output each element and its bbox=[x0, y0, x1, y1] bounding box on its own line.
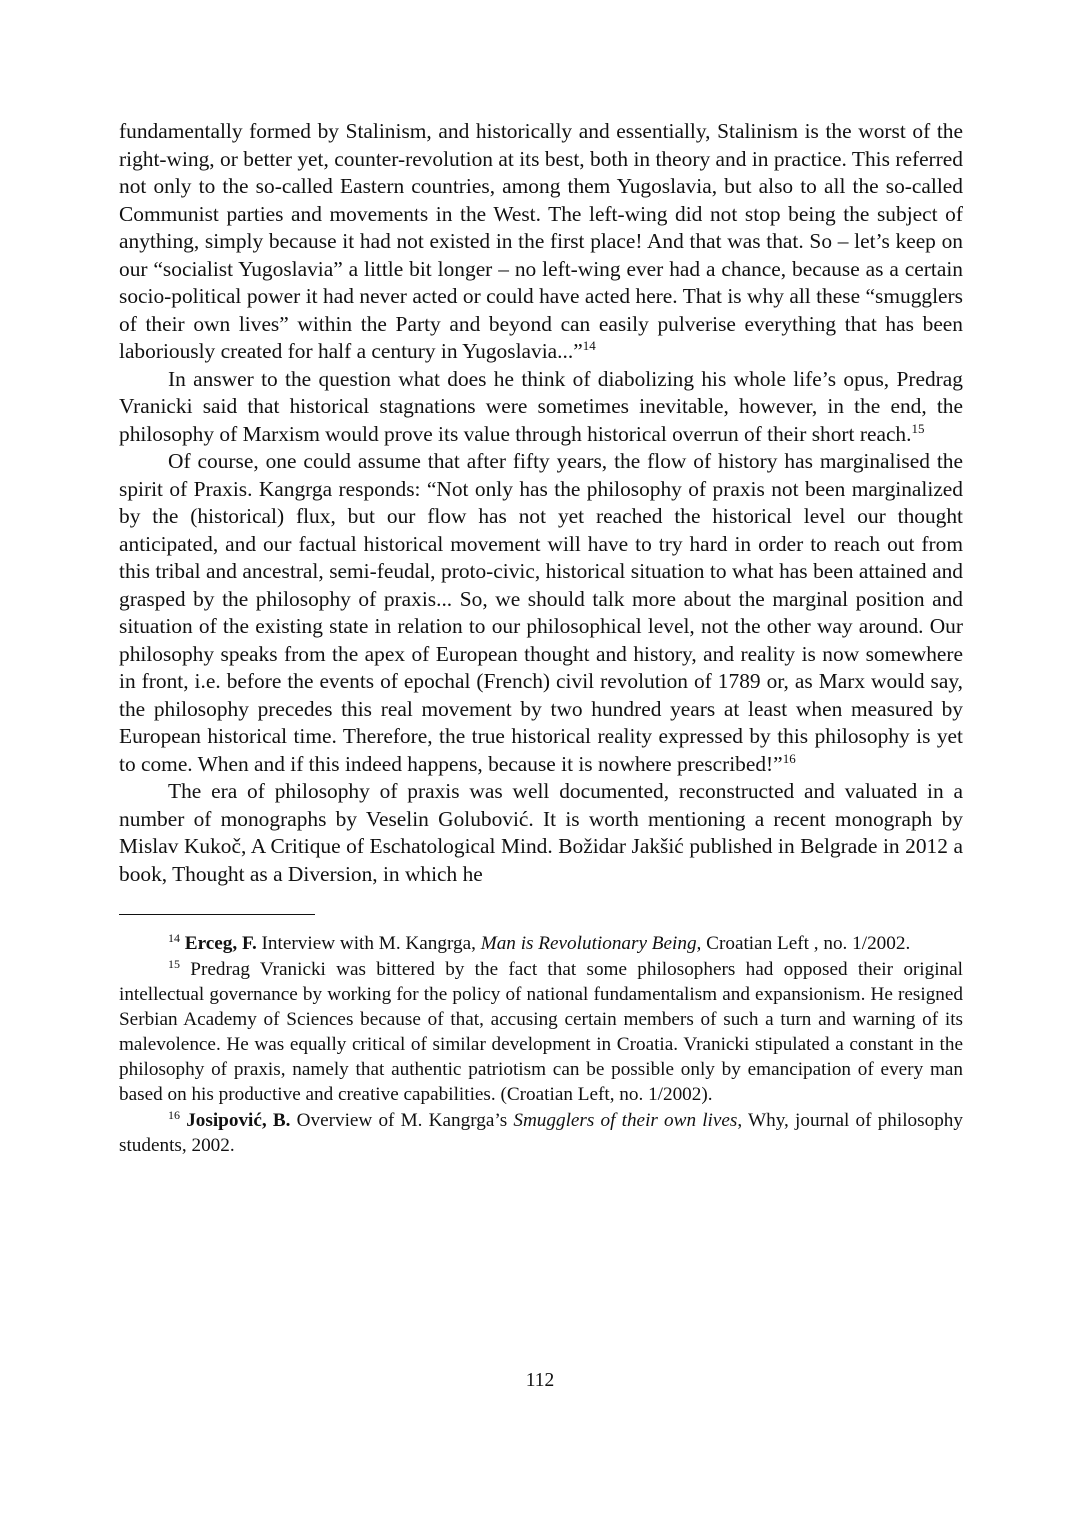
page-number: 112 bbox=[525, 1370, 555, 1391]
paragraph-2-text: In answer to the question what does he think of diabolizing his whole life’s opus, Predrag Vranicki said that historical stagnations were sometimes inevitable, however, in the end, the philosophy of Marxism would prove its value through historical overrun of their short reach. bbox=[119, 366, 963, 446]
footnote-text: Interview with M. Kangrga, bbox=[256, 933, 481, 954]
footnote-divider bbox=[119, 914, 315, 915]
footnote-number: 16 bbox=[168, 1108, 180, 1122]
paragraph-1-text: fundamentally formed by Stalinism, and historically and essentially, Stalinism is the worst of the right-wing, or better yet, counter-revolution at its best, both in theory and in practice. This referred not only to the so-called Eastern countries, among them Yugoslavia, but also to all the so-called Communist parties and movements in the West. The left-wing did not stop being the subject of anything, simply because it had not existed in the first place! And that was that. So – let’s keep on our “socialist Yugoslavia” a little bit longer – no left-wing ever had a chance, because as a certain socio-political power it had never acted or could have acted here. That is why all these “smugglers of their own lives” within the Party and beyond can easily pulverise everything that has been laboriously created for half a century in Yugoslavia...” bbox=[119, 119, 963, 363]
main-text bbox=[119, 118, 963, 888]
footnote-author: Josipović, B. bbox=[186, 1110, 291, 1131]
footnote-title: Man is Revolutionary Being, bbox=[480, 933, 702, 954]
paragraph-3 bbox=[119, 448, 963, 778]
footnote-number: 14 bbox=[168, 931, 180, 945]
footnote-14 bbox=[119, 931, 963, 956]
paragraph-3-text: Of course, one could assume that after fifty years, the flow of history has marginalised the spirit of Praxis. Kangrga responds: “Not only has the philosophy of praxis not been marginalized by the (historical) flux, but our flow has not yet reached the historical level our thought anticipated, and our factual historical movement will have to try hard in order to reach out from this tribal and ancestral, semi-feudal, proto-civic, historical situation to what has been attained and grasped by the philosophy of praxis... So, we should talk more about the marginal position and situation of the existing state in relation to our philosophical level, not the other way around. Our philosophy speaks from the apex of European thought and history, and reality is now somewhere in front, i.e. before the events of epochal (French) civil revolution of 1789 or, as Marx would say, the philosophy precedes this real movement by two hundred years at least when measured by European historical time. Therefore, the true historical reality expressed by this philosophy is yet to come. When and if this indeed happens, because it is nowhere prescribed!” bbox=[119, 449, 963, 776]
footnote-15 bbox=[119, 957, 963, 1107]
paragraph-2 bbox=[119, 366, 963, 449]
paragraph-4 bbox=[119, 778, 963, 888]
paragraph-4-text: The era of philosophy of praxis was well documented, reconstructed and valuated in a number of monographs by Veselin Golubović. It is worth mentioning a recent monograph by Mislav Kukoč, A Critique of Eschatological Mind. Božidar Jakšić published in Belgrade in 2012 a book, Thought as a Diversion, in which he bbox=[119, 779, 963, 886]
page-content bbox=[119, 118, 963, 1158]
footnote-text: Croatian Left , no. 1/2002. bbox=[701, 933, 911, 954]
footnote-title: Smugglers of their own lives bbox=[513, 1110, 738, 1131]
footnote-author: Erceg, F. bbox=[184, 933, 257, 954]
footnotes bbox=[119, 931, 963, 1158]
footnote-text: Overview of M. Kangrga’s bbox=[290, 1110, 514, 1131]
footnote-text: , Why, journal of philosophy students, 2002. bbox=[119, 1110, 963, 1156]
footnote-ref-15[interactable]: 15 bbox=[911, 420, 925, 436]
paragraph-1 bbox=[119, 118, 963, 366]
footnote-text: Predrag Vranicki was bittered by the fact that some philosophers had opposed their original intellectual governance by working for the policy of national fundamentalism and expansionism. He resigned Serbian Academy of Sciences because of that, accusing certain members of such a turn and warning of its malevolence. He was equally critical of similar development in Croatia. Vranicki stipulated a constant in the philosophy of praxis, namely that authentic patriotism can be possible only by emancipation of every man based on his productive and creative capabilities. (Croatian Left, no. 1/2002). bbox=[119, 959, 963, 1105]
footnote-16 bbox=[119, 1108, 963, 1158]
footnote-ref-14[interactable]: 14 bbox=[582, 338, 596, 353]
footnote-ref-16[interactable]: 16 bbox=[782, 750, 796, 766]
footnote-number: 15 bbox=[168, 957, 180, 971]
